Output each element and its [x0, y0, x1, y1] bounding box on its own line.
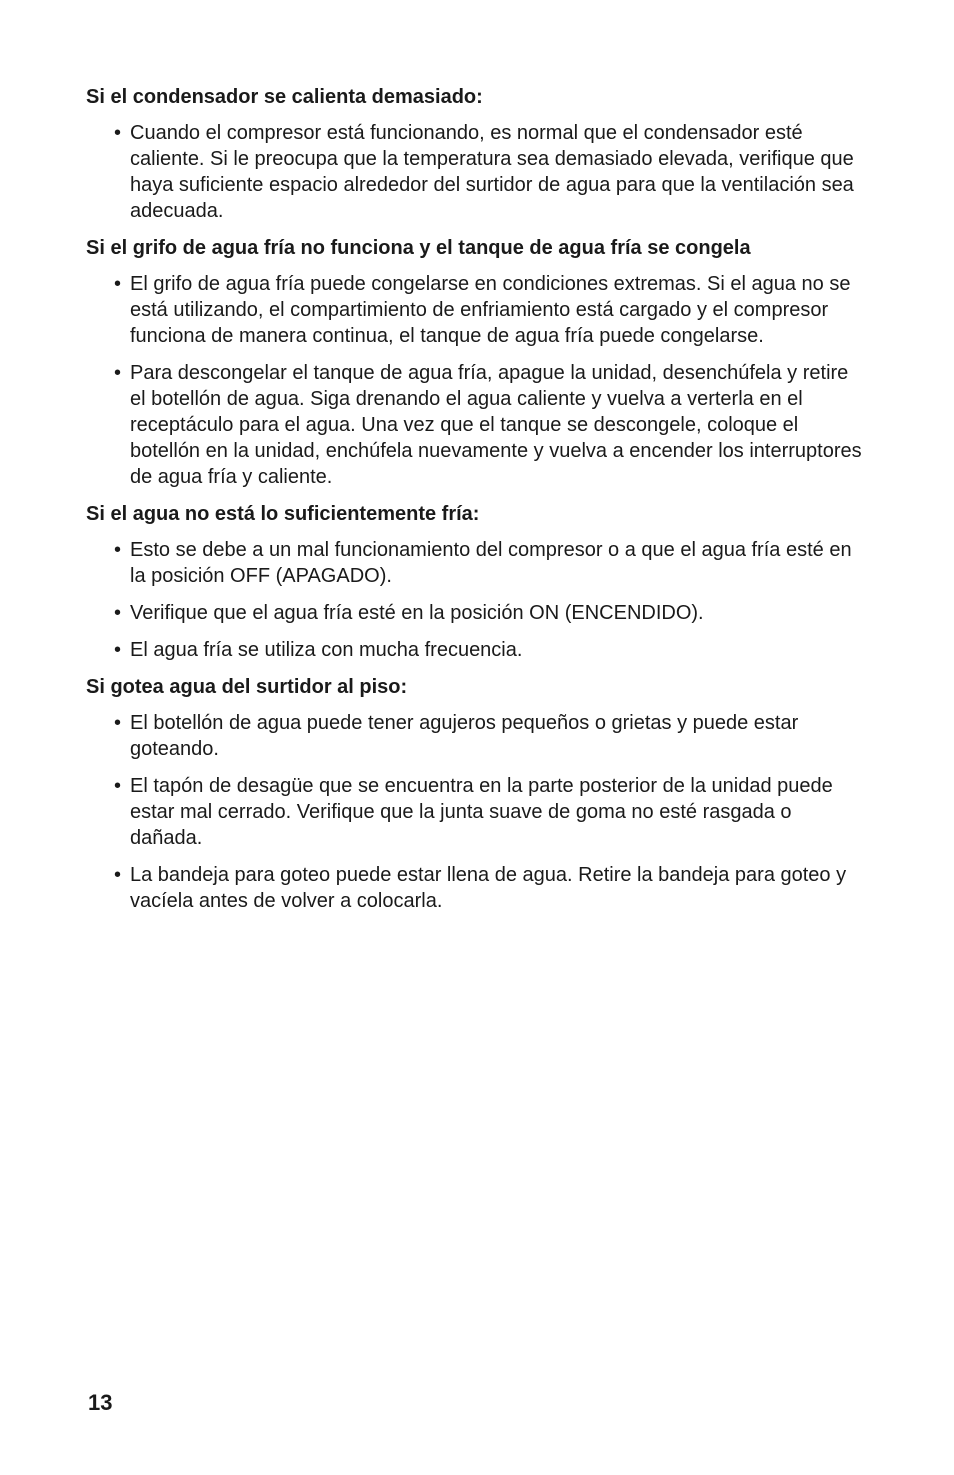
- page-content: [86, 84, 866, 925]
- list-item-text: Esto se debe a un mal funcionamiento del compresor o a que el agua fría esté en la posición OFF (APAGADO).: [130, 539, 852, 587]
- list-item: [86, 600, 866, 626]
- section-heading: Si el grifo de agua fría no funciona y el tanque de agua fría se congela: [86, 237, 751, 259]
- list-item-text: Verifique que el agua fría esté en la posición ON (ENCENDIDO).: [130, 602, 704, 624]
- bullet-marker: •: [114, 273, 122, 295]
- bullet-marker: •: [114, 362, 122, 384]
- list-item-text: El botellón de agua puede tener agujeros pequeños o grietas y puede estar goteando.: [130, 712, 799, 760]
- bullet-marker: •: [114, 602, 122, 624]
- list-item: [86, 537, 866, 589]
- list-item-text: La bandeja para goteo puede estar llena de agua. Retire la bandeja para goteo y vacíela antes de volver a colocarla.: [130, 864, 847, 912]
- section-gotea-agua: [86, 674, 866, 914]
- bullet-marker: •: [114, 775, 122, 797]
- list-item: [86, 773, 866, 851]
- list-item-text: El agua fría se utiliza con mucha frecuencia.: [130, 639, 523, 661]
- list-item: [86, 271, 866, 349]
- bullet-marker: •: [114, 122, 122, 144]
- bullet-marker: •: [114, 639, 122, 661]
- list-item: [86, 360, 866, 490]
- bullet-marker: •: [114, 864, 122, 886]
- list-item-text: El grifo de agua fría puede congelarse en condiciones extremas. Si el agua no se está utilizando, el compartimiento de enfriamiento está cargado y el compresor funciona de manera continua, el tanque de agua fría puede congelarse.: [130, 273, 851, 347]
- list-item: [86, 710, 866, 762]
- bullet-marker: •: [114, 539, 122, 561]
- section-heading: Si el agua no está lo suficientemente fría:: [86, 503, 480, 525]
- list-item-text: Para descongelar el tanque de agua fría, apague la unidad, desenchúfela y retire el botellón de agua. Siga drenando el agua caliente y vuelva a verterla en el receptáculo para el agua. Una vez que el tanque se descongele, coloque el botellón en la unidad, enchúfela nuevamente y vuelva a encender los interruptores de agua fría y caliente.: [130, 362, 862, 488]
- bullet-list: [86, 120, 866, 224]
- section-heading: Si gotea agua del surtidor al piso:: [86, 676, 408, 698]
- section-agua-no-fria: [86, 501, 866, 663]
- section-grifo-congelado: [86, 235, 866, 490]
- list-item: [86, 637, 866, 663]
- section-condensador: [86, 84, 866, 224]
- bullet-list: [86, 710, 866, 914]
- list-item-text: El tapón de desagüe que se encuentra en la parte posterior de la unidad puede estar mal cerrado. Verifique que la junta suave de goma no esté rasgada o dañada.: [130, 775, 833, 849]
- list-item-text: Cuando el compresor está funcionando, es normal que el condensador esté caliente. Si le preocupa que la temperatura sea demasiado elevada, verifique que haya suficiente espacio alrededor del surtidor de agua para que la ventilación sea adecuada.: [130, 122, 854, 222]
- bullet-list: [86, 271, 866, 490]
- list-item: [86, 862, 866, 914]
- bullet-marker: •: [114, 712, 122, 734]
- list-item: [86, 120, 866, 224]
- section-heading: Si el condensador se calienta demasiado:: [86, 86, 483, 108]
- page-number: 13: [88, 1390, 113, 1415]
- bullet-list: [86, 537, 866, 663]
